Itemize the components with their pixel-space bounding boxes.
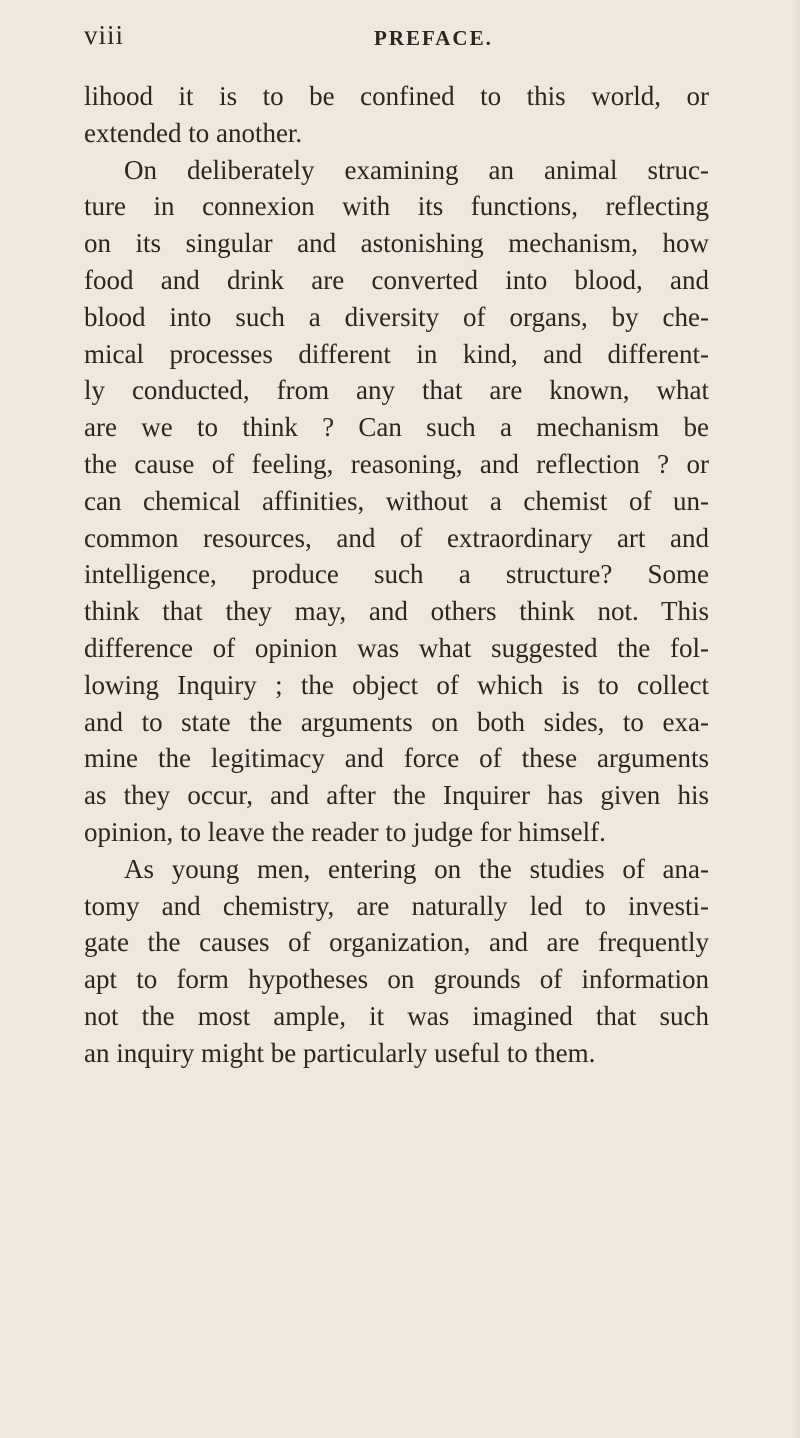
text-line: can chemical affinities, without a chemist of un- (84, 485, 709, 516)
text-line: On deliberately examining an animal struc- (124, 154, 709, 185)
text-line: tomy and chemistry, are naturally led to investi- (84, 890, 709, 921)
text-line: mine the legitimacy and force of these arguments (84, 743, 709, 774)
text-line: difference of opinion was what suggested the fol- (84, 632, 709, 663)
text-line: mical processes different in kind, and different- (84, 338, 709, 369)
text-line: intelligence, produce such a structure? Some (84, 559, 709, 590)
text-line: opinion, to leave the reader to judge for himself. (84, 816, 606, 847)
text-line: apt to form hypotheses on grounds of information (84, 964, 709, 995)
text-line: think that they may, and others think not. This (84, 596, 709, 627)
text-line: as they occur, and after the Inquirer has given his (84, 780, 709, 811)
text-line: ture in connexion with its functions, reflecting (84, 191, 709, 222)
text-line: blood into such a diversity of organs, by che- (84, 301, 709, 332)
text-line: extended to another. (84, 117, 303, 148)
text-line: ly conducted, from any that are known, what (84, 375, 709, 406)
text-line: lowing Inquiry ; the object of which is to collect (84, 669, 709, 700)
text-line: not the most ample, it was imagined that such (84, 1000, 709, 1031)
text-line: As young men, entering on the studies of ana- (124, 853, 709, 884)
running-head (84, 20, 724, 60)
text-line: on its singular and astonishing mechanism, how (84, 228, 709, 259)
text-line: gate the causes of organization, and are frequently (84, 927, 709, 958)
text-line: and to state the arguments on both sides, to exa- (84, 706, 709, 737)
text-line: lihood it is to be confined to this world, or (84, 81, 709, 111)
body-text (84, 78, 709, 1072)
text-line: common resources, and of extraordinary art and (84, 522, 709, 553)
page-number: viii (84, 20, 125, 50)
text-line: an inquiry might be particularly useful to them. (84, 1037, 596, 1068)
text-line: are we to think ? Can such a mechanism be (84, 412, 709, 443)
page-edge-shadow (792, 0, 800, 1438)
text-line: the cause of feeling, reasoning, and reflection ? or (84, 448, 709, 479)
running-title: PREFACE. (374, 26, 493, 50)
text-line: food and drink are converted into blood, and (84, 264, 709, 295)
